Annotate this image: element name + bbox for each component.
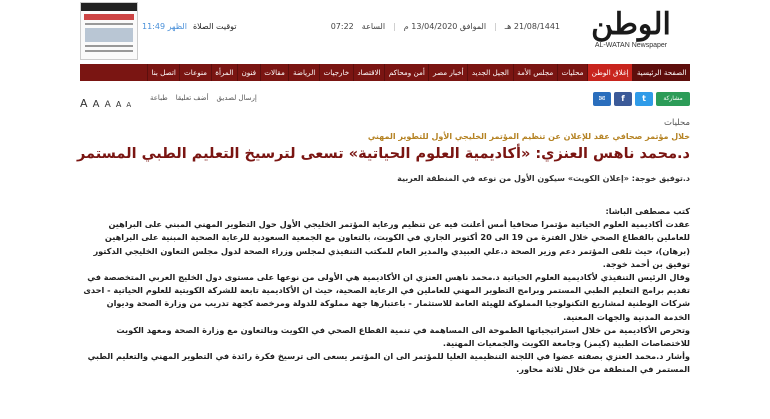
nav-egypt-news[interactable]: أخبار مصر xyxy=(428,64,467,81)
send-to-friend-link[interactable]: إرسال لصديق xyxy=(216,94,257,102)
nav-new-generation[interactable]: الجيل الجديد xyxy=(467,64,512,81)
thumb-image xyxy=(85,28,133,42)
print-edition-thumbnail[interactable] xyxy=(80,2,138,60)
facebook-icon[interactable]: f xyxy=(614,92,632,106)
twitter-icon[interactable]: t xyxy=(635,92,653,106)
logo-english: AL-WATAN Newspaper xyxy=(594,42,668,49)
logo-arabic: الوطن xyxy=(591,7,671,42)
hijri-date: 21/08/1441 هـ xyxy=(504,22,560,31)
add-comment-link[interactable]: أضف تعليقا xyxy=(175,94,209,102)
section-label[interactable]: محليات xyxy=(663,118,690,128)
current-time: 07:22 xyxy=(330,22,354,31)
thumb-headline xyxy=(84,14,134,20)
nav-sports[interactable]: الرياضة xyxy=(288,64,319,81)
article-toolbar xyxy=(80,92,690,110)
nav-articles[interactable]: مقالات xyxy=(260,64,289,81)
thumb-line xyxy=(85,45,133,47)
dateline xyxy=(331,22,560,31)
gregorian-date: الموافق 13/04/2020 م xyxy=(403,22,487,31)
nav-parliament[interactable]: مجلس الأمة xyxy=(513,64,557,81)
thumb-line xyxy=(85,23,133,25)
font-size-xl[interactable]: A xyxy=(80,97,88,110)
share-buttons xyxy=(593,92,690,106)
prayer-label: توقيت الصلاة xyxy=(192,22,237,31)
nav-home[interactable]: الصفحة الرئيسية xyxy=(632,64,690,81)
site-header xyxy=(80,0,690,62)
nav-world[interactable]: خارجيات xyxy=(319,64,353,81)
site-logo[interactable] xyxy=(572,6,690,58)
thumb-line xyxy=(85,50,133,52)
nav-security-courts[interactable]: أمن ومحاكم xyxy=(384,64,428,81)
font-size-l[interactable]: A xyxy=(92,99,100,110)
separator: | xyxy=(494,22,497,31)
nav-misc[interactable]: منوعات xyxy=(179,64,210,81)
font-size-m[interactable]: A xyxy=(104,100,111,110)
thumb-masthead xyxy=(81,3,137,11)
print-link[interactable]: طباعة xyxy=(150,94,168,102)
nav-contact[interactable]: اتصل بنا xyxy=(147,64,180,81)
prayer-value: الظهر 11:49 xyxy=(142,22,187,31)
email-icon[interactable]: ✉ xyxy=(593,92,611,106)
share-button[interactable]: مشاركة xyxy=(656,92,690,106)
font-size-xs[interactable]: A xyxy=(126,101,132,109)
article-paragraph: وأشار د.محمد العنزي بصفته عضوا في اللجنة التنظيمية العليا للمؤتمر الى ان المؤتمر يسعى الى ترسيخ فكرة رائدة في التطوير المهني والتعليم الطبي المستمر في المنطقة من خلال ثلاثة محاور. xyxy=(87,351,690,375)
font-size-controls[interactable] xyxy=(80,92,131,111)
article-author: كتب مصطفى الباشا: xyxy=(605,206,690,216)
article-paragraph: وتحرص الأكاديمية من خلال استراتيجياتها الطموحة الى المساهمة في تنمية القطاع الصحي في الكويت وبالتعاون مع وزارة الصحة ومعهد الكويت للاختصاصات الطبية (كيمز) وجامعة الكويت والجمعيات المهنية. xyxy=(116,324,690,349)
article-paragraph: وقال الرئيس التنفيذي لأكاديمية العلوم الحياتية د.محمد ناهس العنزي ان الأكاديمية هي الأولى من نوعها على مستوى دول الخليج العربي المتخصصة في تقديم برامج التعليم الطبي المستمر وبرامج التطوير المهني للعاملين في الرعاية الصحية، حيث ان الأكاديمية تابعة للشركة الكويتية للعلوم الحياتية - احدى شركات الوطنية لمشاريع التكنولوجيا المملوكة للهيئة العامة للاستثمار - باعتبارها جهة مملوكة للدولة ومرخصة كجهة تدريب من وزارة الصحة وديوان الخدمة المدنية والجهات المعنية. xyxy=(83,272,690,322)
prayer-times[interactable] xyxy=(142,22,237,31)
article-title: د.محمد ناهس العنزي: «أكاديمية العلوم الحياتية» تسعى لترسيخ التعليم الطبي المستمر xyxy=(76,146,690,162)
article-tools xyxy=(150,94,257,102)
nav-economy[interactable]: الاقتصاد xyxy=(353,64,385,81)
nav-women[interactable]: المرأة xyxy=(211,64,237,81)
separator: | xyxy=(393,22,396,31)
time-label: الساعة xyxy=(361,22,386,31)
article-paragraph: عقدت أكاديمية العلوم الحياتية مؤتمرا صحافيا أمس أعلنت فيه عن تنظيم ورعاية المؤتمر الخليجي الأول حول التطوير المهني المبني على البراهين للعاملين بالقطاع الصحي خلال الفترة من 19 الى 20 أكتوبر الجاري في الكويت، بالتعاون مع الجمعية السعودية للرعاية الصحية المبنية على البراهين (برهان)، حيث تلقى المؤتمر دعم وزير الصحة د.علي العبيدي والمدير العام للمكتب التنفيذي لمجلس وزراء الصحة لدول مجلس التعاون الخليجي الدكتور توفيق بن أحمد خوجة. xyxy=(93,219,690,269)
article-kicker: خلال مؤتمر صحافي عقد للإعلان عن تنظيم المؤتمر الخليجي الأول للتطوير المهني xyxy=(367,132,690,141)
nav-local[interactable]: محليات xyxy=(557,64,587,81)
page xyxy=(76,0,690,419)
article-body xyxy=(80,205,690,377)
nav-close-watan[interactable]: إغلاق الوطن xyxy=(587,64,632,81)
article-subtitle: د.توفيق خوجة: «إعلان الكويت» سيكون الأول من نوعه في المنطقة العربية xyxy=(397,174,690,183)
main-nav xyxy=(80,64,690,81)
font-size-s[interactable]: A xyxy=(115,100,122,109)
nav-arts[interactable]: فنون xyxy=(237,64,260,81)
